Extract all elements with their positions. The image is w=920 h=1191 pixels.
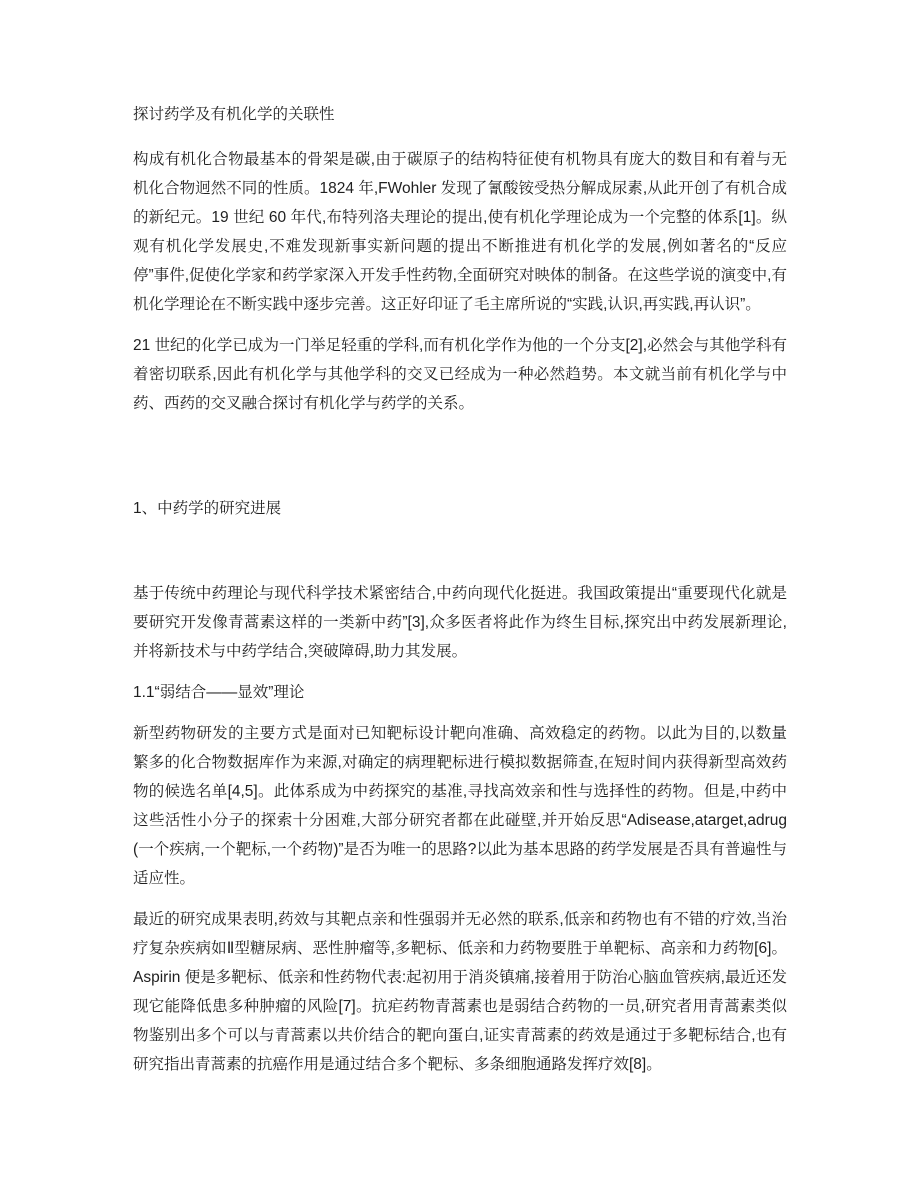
document-title: 探讨药学及有机化学的关联性 (133, 106, 335, 123)
body-paragraph: 新型药物研发的主要方式是面对已知靶标设计靶向准确、高效稳定的药物。以此为目的,以数量繁多的化合物数据库作为来源,对确定的病理靶标进行模拟数据筛查,在短时间内获得新型高效药物的候选名单[4,5]。此体系成为中药探究的基准,寻找高效亲和性与选择性的药物。但是,中药中这些活性小分子的探索十分困难,大部分研究者都在此碰壁,并开始反思“Adisease,atarget,adrug(一个疾病,一个靶标,一个药物)”是否为唯一的思路?以此为基本思路的药学发展是否具有普遍性与适应性。 (133, 725, 787, 887)
section-heading: 1、中药学的研究进展 (133, 500, 282, 517)
body-paragraph: 基于传统中药理论与现代科学技术紧密结合,中药向现代化挺进。我国政策提出“重要现代化就是要研究开发像青蒿素这样的一类新中药”[3],众多医者将此作为终生目标,探究出中药发展新理论,并将新技术与中药学结合,突破障碍,助力其发展。 (133, 585, 787, 660)
body-paragraph: 21 世纪的化学已成为一门举足轻重的学科,而有机化学作为他的一个分支[2],必然会与其他学科有着密切联系,因此有机化学与其他学科的交叉已经成为一种必然趋势。本文就当前有机化学与中药、西药的交叉融合探讨有机化学与药学的关系。 (133, 337, 787, 412)
subsection-heading: 1.1“弱结合——显效”理论 (133, 684, 305, 701)
document-body (133, 145, 787, 1079)
body-paragraph: 构成有机化合物最基本的骨架是碳,由于碳原子的结构特征使有机物具有庞大的数目和有着与无机化合物迥然不同的性质。1824 年,FWohler 发现了氰酸铵受热分解成尿素,从此开创了有机合成的新纪元。19 世纪 60 年代,布特列洛夫理论的提出,使有机化学理论成为一个完整的体系[1]。纵观有机化学发展史,不难发现新事实新问题的提出不断推进有机化学的发展,例如著名的“反应停”事件,促使化学家和药学家深入开发手性药物,全面研究对映体的制备。在这些学说的演变中,有机化学理论在不断实践中逐步完善。这正好印证了毛主席所说的“实践,认识,再实践,再认识”。 (133, 151, 787, 313)
body-paragraph: 最近的研究成果表明,药效与其靶点亲和性强弱并无必然的联系,低亲和药物也有不错的疗效,当治疗复杂疾病如Ⅱ型糖尿病、恶性肿瘤等,多靶标、低亲和力药物要胜于单靶标、高亲和力药物[6]。Aspirin 便是多靶标、低亲和性药物代表:起初用于消炎镇痛,接着用于防治心脑血管疾病,最近还发现它能降低患多种肿瘤的风险[7]。抗疟药物青蒿素也是弱结合药物的一员,研究者用青蒿素类似物鉴别出多个可以与青蒿素以共价结合的靶向蛋白,证实青蒿素的药效是通过于多靶标结合,也有研究指出青蒿素的抗癌作用是通过结合多个靶标、多条细胞通路发挥疗效[8]。 (133, 911, 787, 1073)
